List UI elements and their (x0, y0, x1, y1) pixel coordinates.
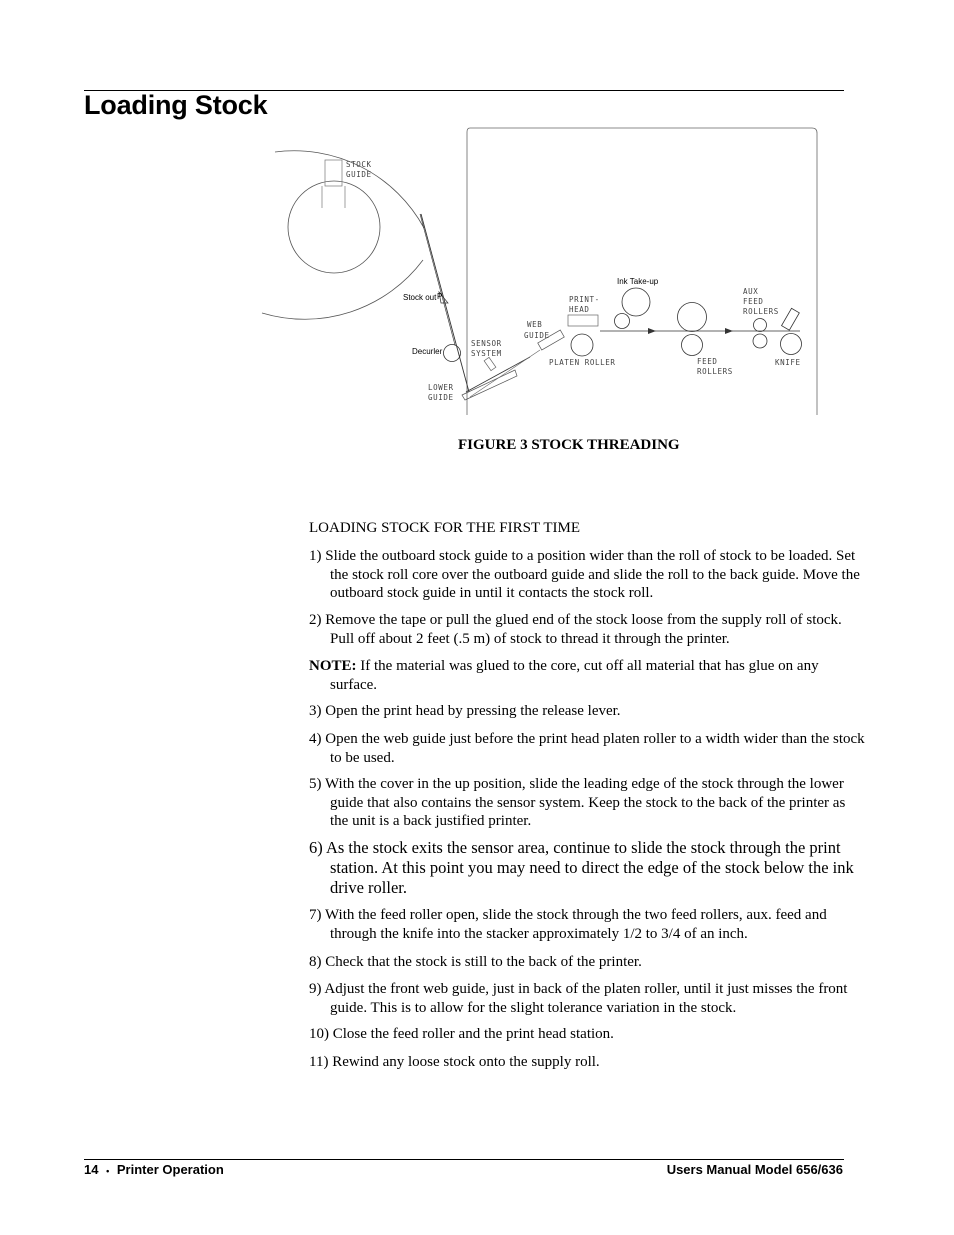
decurler-label: Decurler (412, 347, 443, 356)
step-7: 7) With the feed roller open, slide the stock through the two feed rollers, aux. feed and through the knife into the stacker approximately 1/2 to 3/4 of an inch. (309, 907, 827, 942)
step-9: 9) Adjust the front web guide, just in back of the platen roller, until it just misses the front guide. This is to allow for the slight tolerance variation in the stock. (309, 981, 848, 1016)
stock-threading-diagram (260, 125, 830, 415)
roll-core (288, 181, 380, 273)
feed-roller-bottom (682, 335, 703, 356)
figure-caption: FIGURE 3 STOCK THREADING (458, 437, 680, 453)
platen-roller (571, 334, 593, 356)
knife-blade (782, 308, 800, 330)
svg-text:P: P (437, 292, 443, 301)
stock-guide (325, 160, 342, 186)
web-guide-label-1: WEB (527, 320, 543, 329)
step-4: 4) Open the web guide just before the print head platen roller to a width wider than the stock to be used. (309, 731, 865, 766)
aux-feed-roller-bottom (753, 334, 767, 348)
knife-anvil (781, 334, 802, 355)
note-label: NOTE: (309, 658, 357, 674)
footer-manual-title: Users Manual Model 656/636 (666, 1162, 843, 1177)
footer-bullet: • (106, 1166, 110, 1176)
supply-roll-outer-lower (262, 260, 423, 319)
page-number: 14 (84, 1162, 99, 1177)
lower-guide (462, 370, 517, 400)
web-guide-label-2: GUIDE (524, 331, 550, 340)
sensor-label-2: SYSTEM (471, 349, 502, 358)
step-11: 11) Rewind any loose stock onto the supply roll. (309, 1054, 600, 1070)
step-5: 5) With the cover in the up position, slide the leading edge of the stock through the lower guide that also contains the sensor system. Keep the stock to the back of the printer as the unit is a back justified printer. (309, 776, 846, 829)
footer-left (84, 1162, 224, 1177)
lower-guide-label-1: LOWER (428, 383, 454, 392)
footer-rule (84, 1159, 844, 1160)
step-10: 10) Close the feed roller and the print head station. (309, 1026, 614, 1042)
sensor-system (484, 357, 496, 370)
step-2: 2) Remove the tape or pull the glued end of the stock loose from the supply roll of stock. Pull off about 2 feet (.5 m) of stock to thread it through the printer. (309, 612, 842, 647)
aux-label-3: ROLLERS (743, 307, 779, 316)
machine-frame (467, 128, 817, 415)
printhead (568, 315, 598, 326)
lower-guide-label-2: GUIDE (428, 393, 454, 402)
note (309, 657, 865, 694)
page-title: Loading Stock (84, 90, 268, 120)
note-text: If the material was glued to the core, cut off all material that has glue on any surface. (330, 658, 819, 693)
feed-rollers-label-2: ROLLERS (697, 367, 733, 376)
step-3: 3) Open the print head by pressing the release lever. (309, 703, 621, 719)
footer-section: Printer Operation (116, 1162, 224, 1177)
stock-out-label: Stock out (403, 293, 437, 302)
ink-takeup-roller (622, 288, 650, 316)
decurler (444, 345, 461, 362)
sensor-label-1: SENSOR (471, 339, 502, 348)
step-1: 1) Slide the outboard stock guide to a position wider than the roll of stock to be loaded. Set the stock roll core over the outboard guide and slide the roll to the back guide. Move the outboard stock guide in until it contacts the stock roll. (309, 548, 860, 601)
ink-takeup-label: Ink Take-up (617, 277, 659, 286)
aux-feed-roller-top (754, 319, 767, 332)
feed-roller-top (678, 303, 707, 332)
stock-guide-label-2: GUIDE (346, 170, 372, 179)
platen-roller-label: PLATEN ROLLER (549, 358, 616, 367)
printhead-label-1: PRINT- (569, 295, 600, 304)
aux-label-2: FEED (743, 297, 764, 306)
aux-label-1: AUX (743, 287, 759, 296)
stock-guide-label-1: STOCK (346, 160, 372, 169)
feed-rollers-label-1: FEED (697, 357, 718, 366)
knife-label: KNIFE (775, 358, 801, 367)
step-6: 6) As the stock exits the sensor area, continue to slide the stock through the print station. At this point you may need to direct the edge of the stock below the ink drive roller. (309, 838, 854, 897)
ink-drive-roller (615, 314, 630, 329)
printhead-label-2: HEAD (569, 305, 590, 314)
step-8: 8) Check that the stock is still to the back of the printer. (309, 954, 642, 970)
section-title: LOADING STOCK FOR THE FIRST TIME (309, 520, 581, 536)
